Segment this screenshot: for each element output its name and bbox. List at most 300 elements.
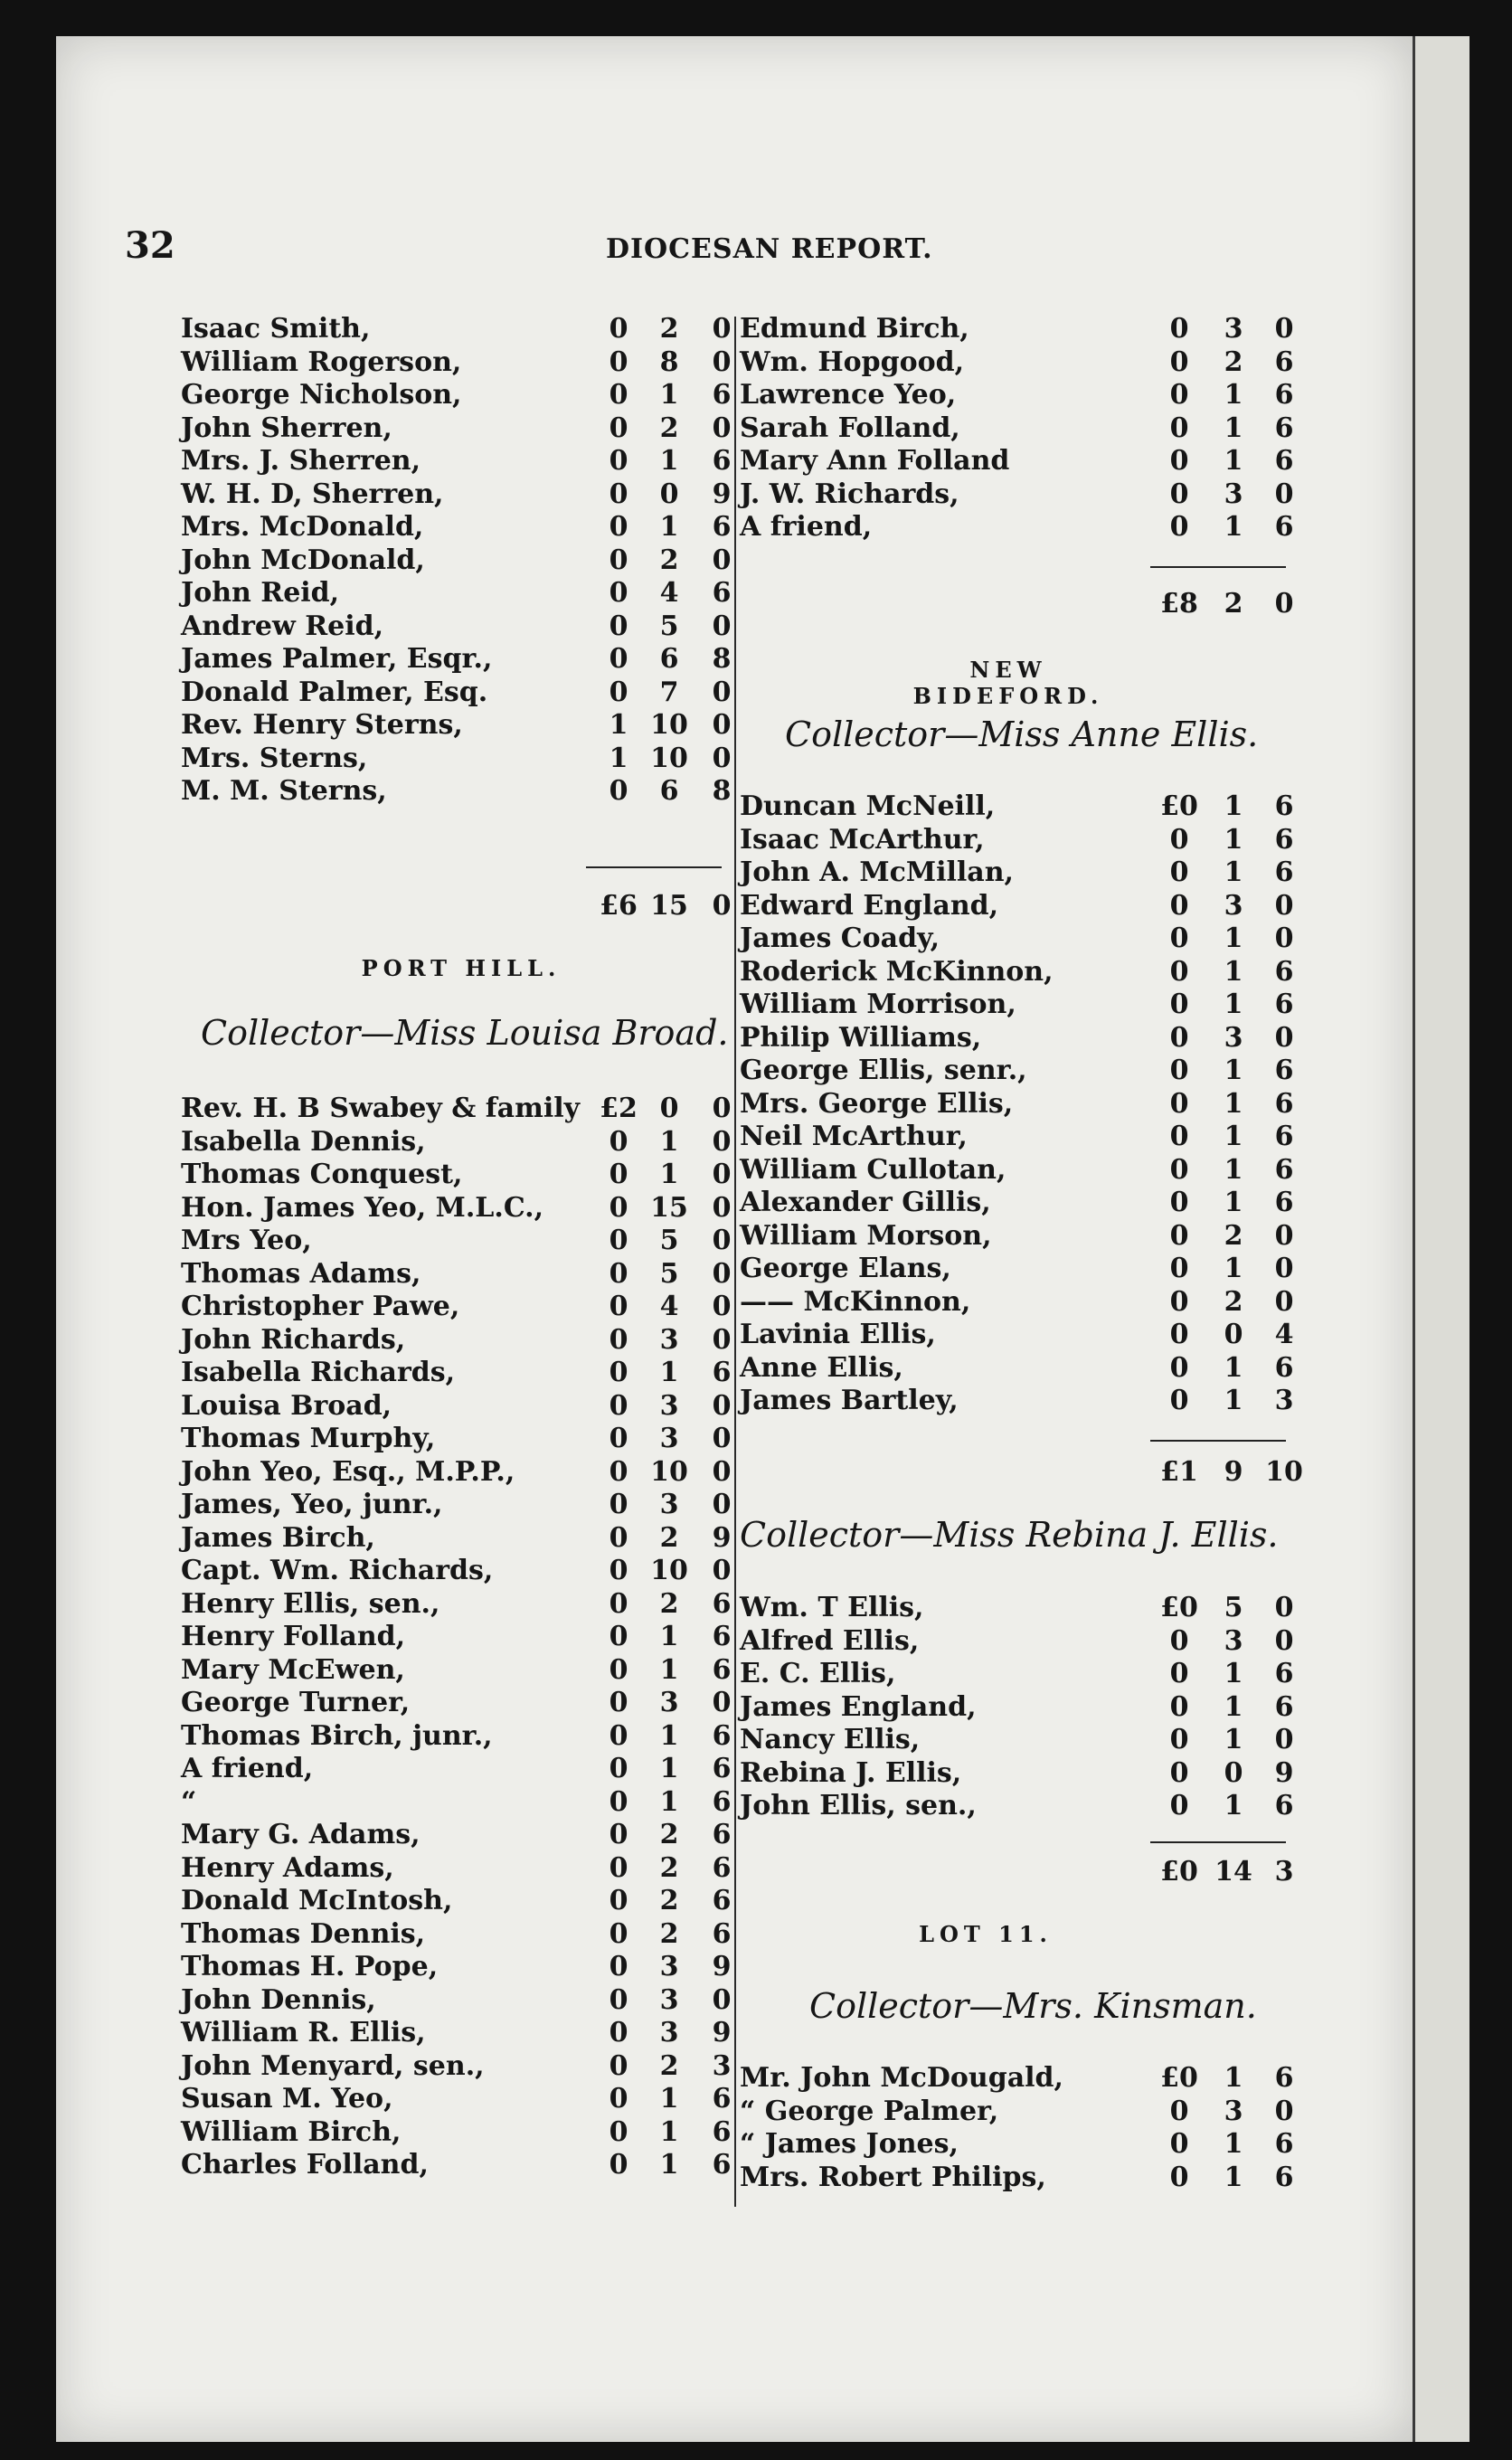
pounds-amount: 0	[609, 643, 628, 675]
pence-amount: 0	[712, 345, 732, 378]
shillings-amount: 3	[659, 1687, 679, 1718]
shillings-amount: 5	[659, 610, 679, 642]
contributor-name: George Ellis, senr.,	[740, 1055, 1027, 1086]
contributor-name: Rev. Henry Sterns,	[181, 709, 463, 741]
ledger-entry	[181, 1753, 732, 1785]
ledger-entry	[740, 1154, 1318, 1187]
pounds-amount: 0	[609, 379, 628, 411]
pence-amount: 0	[712, 610, 732, 642]
shillings-amount: 4	[659, 577, 679, 609]
contributor-name: John Sherren,	[181, 412, 392, 444]
pounds-amount: 0	[609, 1389, 628, 1422]
pounds-amount: 0	[1169, 2095, 1189, 2127]
ledger-entry	[740, 588, 1318, 620]
ledger-entry	[740, 412, 1318, 445]
ledger-entry	[181, 1588, 732, 1621]
shillings-amount: 15	[650, 890, 688, 922]
shillings-amount: 6	[659, 775, 679, 807]
pence-amount: 0	[712, 1687, 732, 1718]
pounds-amount: 0	[609, 1687, 628, 1718]
pence-amount: 0	[1274, 313, 1294, 345]
shillings-amount: 1	[659, 1125, 679, 1158]
ledger-entry	[181, 1555, 732, 1587]
shillings-amount: 0	[1224, 1319, 1243, 1350]
contributor-name: Charles Folland,	[181, 2149, 429, 2181]
ledger-entry	[740, 1319, 1318, 1351]
ledger-entry	[740, 1691, 1318, 1724]
ledger-entry	[181, 1819, 732, 1851]
pounds-amount: 0	[609, 1291, 628, 1322]
pounds-amount: 0	[1169, 1055, 1189, 1086]
ledger-entry	[181, 775, 732, 808]
shillings-amount: 3	[659, 1423, 679, 1454]
shillings-amount: 1	[1224, 379, 1243, 411]
contributor-name: Wm. Hopgood,	[740, 345, 965, 378]
pence-amount: 9	[1274, 1756, 1294, 1789]
pounds-amount: 0	[1169, 1658, 1189, 1689]
pounds-amount: 0	[609, 775, 628, 807]
shillings-amount: 1	[1224, 1385, 1243, 1416]
ledger-entry	[181, 1423, 732, 1455]
shillings-amount: 8	[659, 345, 679, 378]
shillings-amount: 1	[659, 445, 679, 477]
pounds-amount: 0	[1169, 1756, 1189, 1789]
pence-amount: 6	[712, 1357, 732, 1388]
pence-amount: 9	[712, 2017, 732, 2048]
pence-amount: 0	[712, 412, 732, 444]
pence-amount: 6	[1274, 1055, 1294, 1086]
contributor-name: Thomas Conquest,	[181, 1159, 463, 1190]
ledger-entry	[181, 1720, 732, 1753]
shillings-amount: 1	[659, 1653, 679, 1686]
ledger-entry	[181, 1456, 732, 1489]
pence-amount: 6	[1274, 790, 1294, 822]
shillings-amount: 5	[659, 1257, 679, 1290]
contributor-name: Thomas Adams,	[181, 1257, 421, 1290]
ledger-entry	[740, 1055, 1318, 1087]
shillings-amount: 2	[659, 1819, 679, 1850]
ledger-entry	[740, 313, 1318, 345]
ledger-entry	[181, 1621, 732, 1653]
ledger-entry	[740, 1456, 1318, 1489]
pence-amount: 0	[712, 1225, 732, 1256]
collector-kinsman: Collector—Mrs. Kinsman.	[809, 1986, 1257, 2026]
pounds-amount: 0	[1169, 1285, 1189, 1318]
contributor-name: Edmund Birch,	[740, 313, 969, 345]
shillings-amount: 14	[1214, 1856, 1252, 1888]
ledger-entry	[181, 1489, 732, 1521]
pence-amount: 9	[712, 478, 732, 510]
contributor-name: William Morson,	[740, 1219, 992, 1252]
shillings-amount: 1	[659, 379, 679, 411]
pence-amount: 0	[712, 676, 732, 708]
shillings-amount: 3	[659, 1951, 679, 1982]
ledger-entry	[181, 577, 732, 610]
ledger-entry	[181, 1885, 732, 1917]
contributor-name: John Dennis,	[181, 1983, 376, 2016]
pence-amount: 0	[1274, 2095, 1294, 2127]
page-number: 32	[125, 224, 175, 267]
shillings-amount: 1	[1224, 1724, 1243, 1755]
pounds-amount: 0	[609, 1455, 628, 1488]
contributor-name: Thomas Dennis,	[181, 1917, 426, 1950]
shillings-amount: 1	[659, 2149, 679, 2181]
shillings-amount: 0	[659, 478, 679, 510]
contributor-name: Mrs. J. Sherren,	[181, 445, 421, 477]
pounds-amount: 0	[1169, 1253, 1189, 1284]
contributor-name: W. H. D, Sherren,	[181, 478, 444, 510]
pence-amount: 6	[712, 379, 732, 411]
ledger-entry	[181, 1390, 732, 1423]
contributor-name: Sarah Folland,	[740, 412, 960, 444]
pounds-amount: 0	[1169, 478, 1189, 510]
contributor-name: Mary G. Adams,	[181, 1819, 421, 1850]
pence-amount: 0	[712, 1555, 732, 1586]
shillings-amount: 2	[659, 544, 679, 576]
pounds-amount: 0	[609, 1357, 628, 1388]
pounds-amount: 0	[1169, 1153, 1189, 1186]
pence-amount: 6	[712, 1719, 732, 1752]
pounds-amount: 0	[1169, 1187, 1189, 1218]
pounds-amount: 0	[609, 2083, 628, 2115]
ledger-entry	[740, 2162, 1318, 2194]
pence-amount: 6	[712, 1785, 732, 1818]
shillings-amount: 3	[659, 1323, 679, 1356]
ledger-entry	[740, 790, 1318, 823]
pounds-amount: 0	[609, 676, 628, 708]
pence-amount: 8	[712, 775, 732, 807]
contributor-name: Philip Williams,	[740, 1021, 982, 1054]
ledger-entry	[181, 2050, 732, 2083]
contributor-name: Nancy Ellis,	[740, 1724, 921, 1755]
ledger-entry	[181, 1159, 732, 1191]
pence-amount: 6	[1274, 379, 1294, 411]
ledger-entry	[181, 709, 732, 742]
pence-amount: 6	[1274, 856, 1294, 888]
shillings-amount: 3	[1224, 889, 1243, 922]
shillings-amount: 1	[1224, 1153, 1243, 1186]
pounds-amount: 0	[1169, 1219, 1189, 1252]
contributor-name: Lavinia Ellis,	[740, 1319, 936, 1350]
contributor-name: Mary Ann Folland	[740, 445, 1010, 477]
contributor-name: Donald Palmer, Esq.	[181, 676, 488, 708]
pounds-amount: 0	[609, 577, 628, 609]
shillings-amount: 2	[659, 1917, 679, 1950]
ledger-entry	[740, 1253, 1318, 1285]
shillings-amount: 3	[659, 1983, 679, 2016]
pounds-amount: 0	[1169, 889, 1189, 922]
contributor-name: Alfred Ellis,	[740, 1624, 920, 1657]
contributor-name: George Nicholson,	[181, 379, 462, 411]
shillings-amount: 3	[659, 2017, 679, 2048]
pence-amount: 0	[712, 1323, 732, 1356]
pence-amount: 0	[712, 1257, 732, 1290]
pounds-amount: 0	[1169, 1724, 1189, 1755]
pence-amount: 6	[1274, 511, 1294, 543]
ledger-entry	[740, 989, 1318, 1021]
contributor-name: Isaac Smith,	[181, 313, 371, 345]
page-edge	[1413, 36, 1469, 2442]
pounds-amount: 0	[1169, 1624, 1189, 1657]
contributor-name: Alexander Gillis,	[740, 1187, 991, 1218]
pounds-amount: 0	[609, 2049, 628, 2082]
ledger-entry	[181, 2017, 732, 2049]
contributor-name: William Morrison,	[740, 989, 1016, 1020]
pence-amount: 6	[712, 1621, 732, 1652]
pounds-amount: 0	[609, 1983, 628, 2016]
contributor-name: Capt. Wm. Richards,	[181, 1555, 494, 1586]
contributor-name: Lawrence Yeo,	[740, 379, 957, 411]
pence-amount: 6	[1274, 2161, 1294, 2193]
pounds-amount: £2	[600, 1093, 638, 1124]
contributor-name: Isaac McArthur,	[740, 823, 985, 856]
contributor-name: Thomas Murphy,	[181, 1423, 436, 1454]
shillings-amount: 1	[1224, 1790, 1243, 1821]
pence-amount: 6	[712, 1587, 732, 1620]
shillings-amount: 5	[659, 1225, 679, 1256]
ledger-entry	[181, 610, 732, 643]
ledger-entry	[181, 379, 732, 412]
pence-amount: 6	[1274, 955, 1294, 988]
sum-rule	[1150, 566, 1286, 568]
shillings-amount: 2	[1224, 1219, 1243, 1252]
pounds-amount: 0	[609, 610, 628, 642]
pounds-amount: 0	[609, 1719, 628, 1752]
shillings-amount: 2	[1224, 345, 1243, 378]
pounds-amount: 1	[609, 742, 628, 774]
sum-rule	[586, 866, 722, 868]
ledger-entry	[740, 346, 1318, 379]
pounds-amount: 0	[609, 1621, 628, 1652]
collector-anne-ellis: Collector—Miss Anne Ellis.	[785, 714, 1259, 754]
shillings-amount: 1	[1224, 511, 1243, 543]
ledger-entry	[740, 1187, 1318, 1219]
ledger-entry	[740, 1352, 1318, 1385]
pounds-amount: 0	[609, 412, 628, 444]
shillings-amount: 1	[1224, 1351, 1243, 1384]
pence-amount: 0	[712, 1191, 732, 1224]
shillings-amount: 10	[650, 1455, 688, 1488]
shillings-amount: 1	[659, 1785, 679, 1818]
contributor-name: “	[181, 1785, 197, 1818]
sum-rule	[1150, 1440, 1286, 1442]
pence-amount: 0	[712, 890, 732, 922]
ledger-entry	[740, 856, 1318, 889]
shillings-amount: 1	[1224, 412, 1243, 444]
pence-amount: 0	[712, 1455, 732, 1488]
pounds-amount: 0	[609, 478, 628, 510]
ledger-entry	[181, 544, 732, 577]
ledger-entry	[740, 511, 1318, 544]
pence-amount: 6	[712, 1819, 732, 1850]
pence-amount: 6	[1274, 1087, 1294, 1120]
ledger-entry	[740, 824, 1318, 856]
shillings-amount: 2	[659, 2049, 679, 2082]
contributor-name: Mary McEwen,	[181, 1653, 405, 1686]
ledger-entry	[181, 890, 732, 922]
pence-amount: 0	[1274, 1724, 1294, 1755]
contributor-name: James Palmer, Esqr.,	[181, 643, 493, 675]
shillings-amount: 1	[1224, 922, 1243, 954]
shillings-amount: 0	[1224, 1756, 1243, 1789]
pounds-amount: 0	[1169, 345, 1189, 378]
pence-amount: 0	[1274, 1253, 1294, 1284]
pounds-amount: 0	[609, 1851, 628, 1884]
ledger-entry	[181, 1852, 732, 1885]
running-head: DIOCESAN REPORT.	[606, 233, 933, 265]
pence-amount: 9	[712, 1951, 732, 1982]
contributor-name: “ James Jones,	[740, 2128, 959, 2160]
pounds-amount: 0	[1169, 1690, 1189, 1723]
pence-amount: 6	[1274, 2062, 1294, 2094]
pence-amount: 6	[1274, 1658, 1294, 1689]
contributor-name: Rev. H. B Swabey & family	[181, 1093, 581, 1124]
pence-amount: 4	[1274, 1319, 1294, 1350]
ledger-entry	[740, 956, 1318, 989]
pence-amount: 0	[712, 742, 732, 774]
ledger-entry	[181, 1225, 732, 1257]
pounds-amount: 0	[609, 511, 628, 543]
ledger-entry	[740, 1286, 1318, 1319]
pence-amount: 0	[712, 709, 732, 741]
ledger-entry	[181, 2116, 732, 2149]
pounds-amount: 0	[1169, 1087, 1189, 1120]
ledger-entry	[740, 1592, 1318, 1624]
pence-amount: 6	[1274, 989, 1294, 1020]
pounds-amount: 0	[609, 1257, 628, 1290]
pounds-amount: 0	[1169, 379, 1189, 411]
ledger-entry	[740, 1220, 1318, 1253]
contributor-name: John McDonald,	[181, 544, 425, 576]
pounds-amount: 0	[1169, 1790, 1189, 1821]
contributor-name: Mrs. Sterns,	[181, 742, 368, 774]
pounds-amount: 0	[609, 1653, 628, 1686]
shillings-amount: 3	[659, 1489, 679, 1520]
contributor-name: James Birch,	[181, 1521, 375, 1554]
pence-amount: 6	[712, 2083, 732, 2115]
pounds-amount: 1	[609, 709, 628, 741]
shillings-amount: 7	[659, 676, 679, 708]
ledger-entry	[740, 1790, 1318, 1822]
pounds-amount: 0	[609, 1191, 628, 1224]
pounds-amount: 0	[1169, 922, 1189, 954]
pounds-amount: £0	[1160, 2062, 1198, 2094]
contributor-name: William Cullotan,	[740, 1153, 1006, 1186]
contributor-name: Mr. John McDougald,	[740, 2062, 1063, 2094]
pounds-amount: 0	[609, 2017, 628, 2048]
pounds-amount: £8	[1160, 588, 1198, 620]
contributor-name: Isabella Dennis,	[181, 1125, 426, 1158]
pounds-amount: 0	[609, 1917, 628, 1950]
pounds-amount: £0	[1160, 1592, 1198, 1623]
ledger-entry	[181, 511, 732, 544]
section-heading-lot-11: LOT 11.	[919, 1921, 1053, 1947]
pence-amount: 0	[712, 1489, 732, 1520]
shillings-amount: 1	[1224, 1121, 1243, 1152]
sum-rule	[1150, 1841, 1286, 1843]
pence-amount: 0	[1274, 922, 1294, 954]
shillings-amount: 1	[659, 2083, 679, 2115]
ledger-entry	[181, 1654, 732, 1687]
ledger-entry	[181, 1687, 732, 1719]
shillings-amount: 1	[1224, 989, 1243, 1020]
pence-amount: 0	[712, 1389, 732, 1422]
ledger-entry	[740, 2128, 1318, 2161]
contributor-name: Hon. James Yeo, M.L.C.,	[181, 1191, 544, 1224]
contributor-name: John A. McMillan,	[740, 856, 1015, 888]
pounds-amount: 0	[1169, 1385, 1189, 1416]
contributor-name: Duncan McNeill,	[740, 790, 996, 822]
pounds-amount: 0	[609, 1555, 628, 1586]
ledger-entry	[740, 922, 1318, 955]
pounds-amount: 0	[609, 1785, 628, 1818]
shillings-amount: 2	[659, 1885, 679, 1916]
pence-amount: 6	[1274, 445, 1294, 477]
shillings-amount: 1	[1224, 2062, 1243, 2094]
contributor-name: William Rogerson,	[181, 345, 462, 378]
pounds-amount: 0	[1169, 1121, 1189, 1152]
shillings-amount: 3	[1224, 478, 1243, 510]
shillings-amount: 1	[1224, 1253, 1243, 1284]
shillings-amount: 10	[650, 1555, 688, 1586]
contributor-name: Henry Ellis, sen.,	[181, 1587, 440, 1620]
shillings-amount: 1	[659, 1357, 679, 1388]
pounds-amount: 0	[609, 1159, 628, 1190]
contributor-name: Henry Adams,	[181, 1851, 394, 1884]
contributor-name: John Yeo, Esq., M.P.P.,	[181, 1455, 515, 1488]
pence-amount: 6	[712, 577, 732, 609]
ledger-entry	[740, 2062, 1318, 2095]
contributor-name: George Elans,	[740, 1253, 951, 1284]
shillings-amount: 1	[659, 1159, 679, 1190]
contributor-name: A friend,	[181, 1753, 314, 1784]
ledger-entry	[740, 478, 1318, 511]
ledger-entry	[181, 412, 732, 445]
shillings-amount: 1	[659, 1621, 679, 1652]
contributor-name: James, Yeo, junr.,	[181, 1489, 443, 1520]
contributor-name: James England,	[740, 1690, 977, 1723]
contributor-name: James Bartley,	[740, 1385, 959, 1416]
pence-amount: 6	[1274, 1790, 1294, 1821]
pounds-amount: 0	[609, 1521, 628, 1554]
contributor-name: Mrs Yeo,	[181, 1225, 312, 1256]
pence-amount: 0	[712, 1159, 732, 1190]
section-heading-new-bideford: NEW BIDEFORD.	[912, 657, 1104, 709]
ledger-entry	[740, 1856, 1318, 1888]
contributor-name: Wm. T Ellis,	[740, 1592, 924, 1623]
pence-amount: 3	[1274, 1856, 1294, 1888]
pounds-amount: 0	[1169, 412, 1189, 444]
contributor-name: John Ellis, sen.,	[740, 1790, 977, 1821]
ledger-entry	[181, 1126, 732, 1159]
pounds-amount: 0	[1169, 823, 1189, 856]
contributor-name: Henry Folland,	[181, 1621, 406, 1652]
pence-amount: 0	[1274, 1592, 1294, 1623]
shillings-amount: 2	[1224, 588, 1243, 620]
contributor-name: Neil McArthur,	[740, 1121, 968, 1152]
ledger-entry	[181, 1192, 732, 1225]
shillings-amount: 2	[1224, 1285, 1243, 1318]
shillings-amount: 3	[1224, 1624, 1243, 1657]
ledger-entry	[181, 1093, 732, 1125]
pence-amount: 6	[712, 2149, 732, 2181]
pence-amount: 6	[1274, 1690, 1294, 1723]
pounds-amount: 0	[1169, 2128, 1189, 2160]
pence-amount: 0	[1274, 1219, 1294, 1252]
pence-amount: 6	[1274, 1351, 1294, 1384]
pence-amount: 6	[712, 511, 732, 543]
ledger-entry	[181, 346, 732, 379]
